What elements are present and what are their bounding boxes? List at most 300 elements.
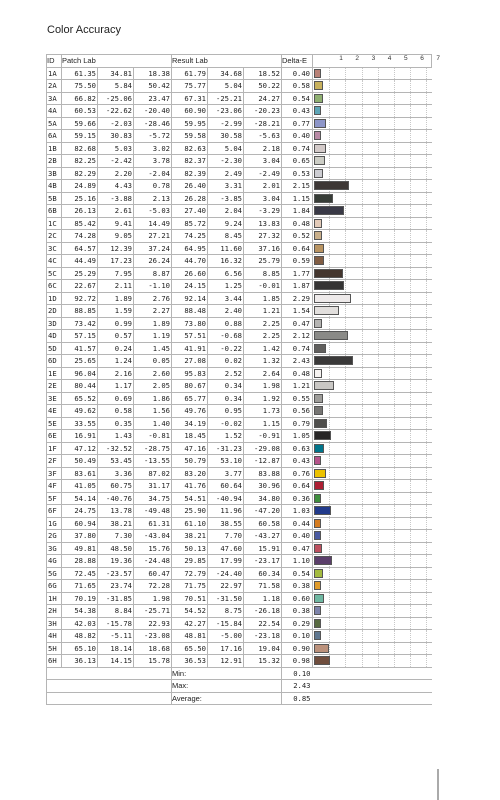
patch-a: 30.83 xyxy=(98,130,134,143)
result-a: 6.56 xyxy=(208,267,244,280)
delta-e-bar-cell xyxy=(313,630,432,643)
patch-id: 4C xyxy=(47,255,62,268)
grid-line xyxy=(394,530,395,542)
grid-line xyxy=(394,518,395,530)
grid-line xyxy=(394,143,395,155)
grid-line xyxy=(362,130,363,142)
delta-e-bar xyxy=(314,556,332,565)
patch-l: 60.94 xyxy=(62,517,98,530)
patch-b: 8.87 xyxy=(134,267,172,280)
result-l: 73.80 xyxy=(172,317,208,330)
delta-e-bar xyxy=(314,169,323,178)
patch-a: 38.21 xyxy=(98,517,134,530)
result-a: 2.49 xyxy=(208,167,244,180)
patch-b: 1.98 xyxy=(134,592,172,605)
grid-line xyxy=(394,105,395,117)
grid-line xyxy=(410,305,411,317)
result-a: 1.25 xyxy=(208,280,244,293)
grid-line xyxy=(410,143,411,155)
grid-line xyxy=(394,580,395,592)
table-row xyxy=(47,305,432,318)
patch-l: 28.88 xyxy=(62,555,98,568)
grid-line xyxy=(394,193,395,205)
delta-e-bar xyxy=(314,481,324,490)
delta-e-bar xyxy=(314,269,343,278)
delta-e-bar xyxy=(314,194,333,203)
grid-line xyxy=(426,480,427,492)
grid-line xyxy=(426,655,427,667)
grid-line xyxy=(410,568,411,580)
grid-line xyxy=(426,643,427,655)
delta-e-bar-cell xyxy=(313,455,432,468)
delta-e-value: 0.77 xyxy=(282,117,313,130)
delta-e-bar-cell xyxy=(313,530,432,543)
delta-e-bar-cell xyxy=(313,430,432,443)
patch-id: 3B xyxy=(47,167,62,180)
delta-e-bar xyxy=(314,81,323,90)
result-a: 8.45 xyxy=(208,230,244,243)
grid-line xyxy=(426,355,427,367)
delta-e-value: 0.64 xyxy=(282,242,313,255)
patch-b: -5.72 xyxy=(134,130,172,143)
patch-a: 1.24 xyxy=(98,355,134,368)
patch-a: -32.52 xyxy=(98,442,134,455)
patch-a: 1.59 xyxy=(98,305,134,318)
patch-b: 1.45 xyxy=(134,342,172,355)
grid-line xyxy=(410,193,411,205)
grid-line xyxy=(362,393,363,405)
result-a: 2.04 xyxy=(208,205,244,218)
result-b: 1.98 xyxy=(244,380,282,393)
patch-a: 9.41 xyxy=(98,217,134,230)
delta-e-bar-cell xyxy=(313,205,432,218)
patch-a: 18.14 xyxy=(98,642,134,655)
grid-line xyxy=(362,443,363,455)
result-a: 47.60 xyxy=(208,542,244,555)
grid-line xyxy=(410,293,411,305)
result-l: 71.75 xyxy=(172,580,208,593)
grid-line xyxy=(345,468,346,480)
delta-e-bar xyxy=(314,306,339,315)
grid-line xyxy=(378,268,379,280)
patch-b: 60.47 xyxy=(134,567,172,580)
patch-id: 3G xyxy=(47,542,62,555)
patch-l: 36.13 xyxy=(62,655,98,668)
patch-b: -23.08 xyxy=(134,630,172,643)
result-a: 38.55 xyxy=(208,517,244,530)
patch-l: 44.49 xyxy=(62,255,98,268)
table-row xyxy=(47,505,432,518)
table-row xyxy=(47,580,432,593)
result-a: 1.52 xyxy=(208,430,244,443)
grid-line xyxy=(394,393,395,405)
delta-e-bar-cell xyxy=(313,655,432,668)
patch-b: 3.78 xyxy=(134,155,172,168)
patch-id: 6B xyxy=(47,205,62,218)
scale-tick-2: 2 xyxy=(355,55,360,62)
result-a: 17.16 xyxy=(208,642,244,655)
grid-line xyxy=(410,505,411,517)
grid-line xyxy=(329,143,330,155)
patch-id: 1F xyxy=(47,442,62,455)
grid-line xyxy=(410,593,411,605)
grid-line xyxy=(362,505,363,517)
patch-l: 41.05 xyxy=(62,480,98,493)
grid-line xyxy=(378,280,379,292)
delta-e-value: 0.38 xyxy=(282,580,313,593)
grid-line xyxy=(378,205,379,217)
result-a: 8.75 xyxy=(208,605,244,618)
patch-id: 1E xyxy=(47,367,62,380)
patch-b: -20.40 xyxy=(134,105,172,118)
result-a: 16.32 xyxy=(208,255,244,268)
delta-e-value: 1.03 xyxy=(282,505,313,518)
result-b: -2.49 xyxy=(244,167,282,180)
delta-e-bar xyxy=(314,494,321,503)
patch-id: 4D xyxy=(47,330,62,343)
delta-e-bar xyxy=(314,606,321,615)
delta-e-bar-cell xyxy=(313,92,432,105)
scale-tick-7: 7 xyxy=(436,55,441,62)
patch-b: 14.49 xyxy=(134,217,172,230)
table-row xyxy=(47,280,432,293)
patch-b: 1.56 xyxy=(134,405,172,418)
delta-e-bar xyxy=(314,581,321,590)
result-l: 74.25 xyxy=(172,230,208,243)
delta-e-bar-cell xyxy=(313,130,432,143)
grid-line xyxy=(362,255,363,267)
delta-e-value: 0.38 xyxy=(282,605,313,618)
grid-line xyxy=(410,343,411,355)
grid-line xyxy=(378,318,379,330)
delta-e-bar xyxy=(314,469,326,478)
result-b: -23.18 xyxy=(244,630,282,643)
table-row xyxy=(47,155,432,168)
delta-e-bar-cell xyxy=(313,592,432,605)
patch-id: 1C xyxy=(47,217,62,230)
patch-a: 5.03 xyxy=(98,142,134,155)
patch-b: 0.78 xyxy=(134,180,172,193)
grid-line xyxy=(345,155,346,167)
header-scale xyxy=(313,55,432,68)
grid-line xyxy=(426,418,427,430)
scale-tick-1: 1 xyxy=(339,55,343,62)
result-a: -2.99 xyxy=(208,117,244,130)
grid-line xyxy=(345,443,346,455)
result-b: 24.27 xyxy=(244,92,282,105)
table-row xyxy=(47,480,432,493)
result-l: 70.51 xyxy=(172,592,208,605)
delta-e-bar xyxy=(314,119,326,128)
grid-line xyxy=(329,518,330,530)
grid-line xyxy=(345,193,346,205)
grid-line xyxy=(362,280,363,292)
page-title: Color Accuracy xyxy=(47,24,121,36)
grid-line xyxy=(378,630,379,642)
grid-line xyxy=(345,243,346,255)
delta-e-bar-cell xyxy=(313,642,432,655)
patch-a: 1.89 xyxy=(98,292,134,305)
scale-tick-5: 5 xyxy=(404,55,408,62)
result-l: 29.85 xyxy=(172,555,208,568)
grid-line xyxy=(394,480,395,492)
patch-id: 5F xyxy=(47,492,62,505)
patch-id: 6F xyxy=(47,505,62,518)
grid-line xyxy=(394,468,395,480)
patch-b: 18.38 xyxy=(134,67,172,80)
grid-line xyxy=(426,393,427,405)
grid-line xyxy=(410,618,411,630)
patch-a: 14.15 xyxy=(98,655,134,668)
patch-l: 24.89 xyxy=(62,180,98,193)
grid-line xyxy=(410,655,411,667)
grid-line xyxy=(378,343,379,355)
delta-e-bar xyxy=(314,294,351,303)
result-b: 3.04 xyxy=(244,155,282,168)
result-b: 37.16 xyxy=(244,242,282,255)
grid-line xyxy=(410,405,411,417)
table-row xyxy=(47,255,432,268)
patch-l: 82.68 xyxy=(62,142,98,155)
grid-line xyxy=(345,643,346,655)
patch-b: 1.40 xyxy=(134,417,172,430)
delta-e-value: 0.47 xyxy=(282,317,313,330)
delta-e-bar-cell xyxy=(313,417,432,430)
patch-l: 42.03 xyxy=(62,617,98,630)
patch-b: 2.27 xyxy=(134,305,172,318)
grid-line xyxy=(345,430,346,442)
grid-line xyxy=(378,543,379,555)
grid-line xyxy=(345,568,346,580)
patch-b: 22.93 xyxy=(134,617,172,630)
delta-e-value: 2.15 xyxy=(282,180,313,193)
result-a: -31.50 xyxy=(208,592,244,605)
grid-line xyxy=(394,155,395,167)
patch-l: 82.29 xyxy=(62,167,98,180)
grid-line xyxy=(378,393,379,405)
patch-l: 65.52 xyxy=(62,392,98,405)
result-a: -31.23 xyxy=(208,442,244,455)
table-row xyxy=(47,192,432,205)
grid-line xyxy=(345,543,346,555)
grid-line xyxy=(378,243,379,255)
grid-line xyxy=(378,493,379,505)
scale-tick-6: 6 xyxy=(420,55,424,62)
grid-line xyxy=(426,243,427,255)
result-b: 15.91 xyxy=(244,542,282,555)
grid-line xyxy=(362,518,363,530)
result-l: 57.51 xyxy=(172,330,208,343)
result-a: 22.97 xyxy=(208,580,244,593)
delta-e-value: 0.36 xyxy=(282,492,313,505)
patch-b: 0.05 xyxy=(134,355,172,368)
delta-e-bar-cell xyxy=(313,380,432,393)
grid-line xyxy=(362,430,363,442)
grid-line xyxy=(329,93,330,105)
patch-b: 15.76 xyxy=(134,542,172,555)
grid-line xyxy=(362,105,363,117)
result-b: 19.04 xyxy=(244,642,282,655)
grid-line xyxy=(410,455,411,467)
grid-line xyxy=(410,218,411,230)
grid-line xyxy=(426,343,427,355)
result-l: 82.63 xyxy=(172,142,208,155)
delta-e-value: 0.79 xyxy=(282,417,313,430)
grid-line xyxy=(394,305,395,317)
delta-e-bar-cell xyxy=(313,492,432,505)
grid-line xyxy=(378,130,379,142)
delta-e-value: 0.59 xyxy=(282,255,313,268)
patch-l: 47.12 xyxy=(62,442,98,455)
table-row xyxy=(47,292,432,305)
patch-b: 72.28 xyxy=(134,580,172,593)
delta-e-bar xyxy=(314,406,323,415)
patch-id: 1B xyxy=(47,142,62,155)
grid-line xyxy=(394,405,395,417)
table-row xyxy=(47,92,432,105)
patch-id: 2E xyxy=(47,380,62,393)
patch-l: 96.04 xyxy=(62,367,98,380)
patch-b: 18.68 xyxy=(134,642,172,655)
grid-line xyxy=(378,193,379,205)
patch-id: 1A xyxy=(47,67,62,80)
grid-line xyxy=(410,418,411,430)
grid-line xyxy=(426,293,427,305)
grid-line xyxy=(410,130,411,142)
delta-e-value: 0.54 xyxy=(282,567,313,580)
grid-line xyxy=(394,455,395,467)
delta-e-bar-cell xyxy=(313,80,432,93)
grid-line xyxy=(410,643,411,655)
scale-tick-4: 4 xyxy=(387,55,392,62)
grid-line xyxy=(362,205,363,217)
patch-l: 60.53 xyxy=(62,105,98,118)
patch-id: 4E xyxy=(47,405,62,418)
delta-e-value: 0.60 xyxy=(282,592,313,605)
patch-id: 2B xyxy=(47,155,62,168)
patch-b: -28.46 xyxy=(134,117,172,130)
delta-e-bar-cell xyxy=(313,105,432,118)
grid-line xyxy=(426,193,427,205)
grid-line xyxy=(410,168,411,180)
grid-line xyxy=(410,280,411,292)
result-l: 82.37 xyxy=(172,155,208,168)
patch-b: 34.75 xyxy=(134,492,172,505)
grid-line xyxy=(410,355,411,367)
delta-e-bar-cell xyxy=(313,192,432,205)
patch-a: 1.43 xyxy=(98,430,134,443)
delta-e-bar xyxy=(314,594,324,603)
grid-line xyxy=(410,468,411,480)
delta-e-bar-cell xyxy=(313,442,432,455)
grid-line xyxy=(410,93,411,105)
delta-e-value: 1.15 xyxy=(282,192,313,205)
grid-line xyxy=(362,143,363,155)
delta-e-value: 1.84 xyxy=(282,205,313,218)
patch-b: 23.47 xyxy=(134,92,172,105)
patch-id: 4F xyxy=(47,480,62,493)
patch-l: 88.85 xyxy=(62,305,98,318)
patch-b: -28.75 xyxy=(134,442,172,455)
result-a: 5.04 xyxy=(208,142,244,155)
grid-line xyxy=(394,68,395,80)
patch-id: 2F xyxy=(47,455,62,468)
patch-b: 3.02 xyxy=(134,142,172,155)
delta-e-bar xyxy=(314,631,321,640)
delta-e-bar xyxy=(314,656,330,665)
patch-l: 66.82 xyxy=(62,92,98,105)
delta-e-value: 0.55 xyxy=(282,392,313,405)
grid-line xyxy=(394,255,395,267)
delta-e-bar xyxy=(314,244,324,253)
grid-line xyxy=(426,80,427,92)
patch-l: 54.38 xyxy=(62,605,98,618)
grid-line xyxy=(394,330,395,342)
grid-line xyxy=(329,480,330,492)
result-l: 85.72 xyxy=(172,217,208,230)
grid-line xyxy=(362,318,363,330)
grid-line xyxy=(362,418,363,430)
patch-id: 6D xyxy=(47,355,62,368)
grid-line xyxy=(394,543,395,555)
delta-e-bar xyxy=(314,256,324,265)
table-row xyxy=(47,655,432,668)
grid-line xyxy=(394,230,395,242)
patch-id: 5D xyxy=(47,342,62,355)
table-row xyxy=(47,617,432,630)
patch-id: 6E xyxy=(47,430,62,443)
delta-e-bar-cell xyxy=(313,580,432,593)
delta-e-value: 0.90 xyxy=(282,642,313,655)
result-b: 22.54 xyxy=(244,617,282,630)
patch-l: 92.72 xyxy=(62,292,98,305)
patch-l: 73.42 xyxy=(62,317,98,330)
delta-e-bar-cell xyxy=(313,230,432,243)
grid-line xyxy=(362,568,363,580)
result-a: -25.21 xyxy=(208,92,244,105)
patch-a: 0.57 xyxy=(98,330,134,343)
grid-line xyxy=(426,93,427,105)
patch-l: 70.19 xyxy=(62,592,98,605)
stat-max-label: Max: xyxy=(172,680,282,693)
result-l: 34.19 xyxy=(172,417,208,430)
result-a: -3.85 xyxy=(208,192,244,205)
result-l: 50.13 xyxy=(172,542,208,555)
patch-a: 1.17 xyxy=(98,380,134,393)
delta-e-bar xyxy=(314,431,331,440)
grid-line xyxy=(410,80,411,92)
grid-line xyxy=(426,630,427,642)
patch-l: 75.50 xyxy=(62,80,98,93)
result-l: 65.50 xyxy=(172,642,208,655)
delta-e-value: 0.44 xyxy=(282,517,313,530)
grid-line xyxy=(394,118,395,130)
result-l: 36.53 xyxy=(172,655,208,668)
patch-a: 19.36 xyxy=(98,555,134,568)
result-a: 2.52 xyxy=(208,367,244,380)
grid-line xyxy=(329,168,330,180)
result-b: -47.20 xyxy=(244,505,282,518)
grid-line xyxy=(345,143,346,155)
patch-a: -5.11 xyxy=(98,630,134,643)
table-row xyxy=(47,517,432,530)
result-l: 47.16 xyxy=(172,442,208,455)
grid-line xyxy=(378,505,379,517)
result-a: 5.04 xyxy=(208,80,244,93)
delta-e-value: 0.40 xyxy=(282,530,313,543)
grid-line xyxy=(345,593,346,605)
grid-line xyxy=(410,493,411,505)
